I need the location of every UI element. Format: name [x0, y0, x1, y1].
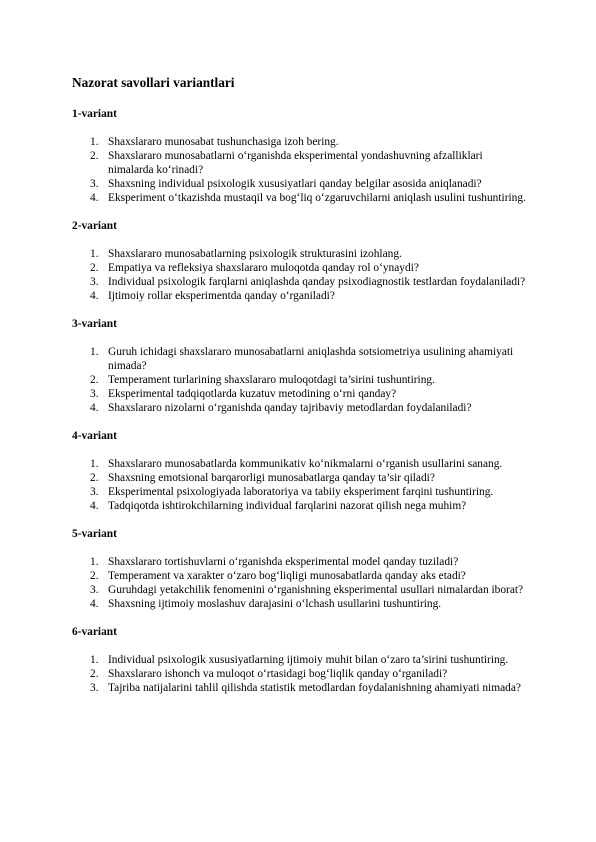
question-text: Shaxsning emotsional barqarorligi munosabatlarga qanday ta’sir qiladi? [108, 472, 435, 484]
variant-heading: 1-variant [72, 108, 117, 120]
question-text: Shaxsning ijtimoiy moslashuv darajasini o‘lchash usullarini tushuntiring. [108, 598, 442, 610]
question-text: Shaxslararo munosabatlarning psixologik strukturasini izohlang. [108, 248, 402, 260]
variant-2 [72, 219, 526, 303]
question-list [72, 247, 526, 303]
list-item: 4. Tadqiqotda ishtirokchilarning individual farqlarini nazorat qilish nega muhim? [90, 500, 467, 512]
question-text: Tajriba natijalarini tahlil qilishda statistik metodlardan foydalanishning ahamiyati nimada? [108, 682, 521, 694]
question-text: Shaxslararo ishonch va muloqot o‘rtasidagi bog‘liqlik qanday o‘rganiladi? [108, 668, 448, 680]
question-text: Shaxsning individual psixologik xususiyatlari qanday belgilar asosida aniqlanadi? [108, 178, 482, 190]
question-text: Temperament va xarakter o‘zaro bog‘liqligi munosabatlarda qanday aks etadi? [108, 570, 466, 582]
list-item: 3. Individual psixologik farqlarni aniqlashda qanday psixodiagnostik testlardan foydalaniladi? [90, 276, 526, 288]
variant-heading: 2-variant [72, 220, 117, 232]
variant-6 [72, 625, 526, 695]
question-text: Eksperimental tadqiqotlarda kuzatuv metodining o‘rni qanday? [108, 388, 397, 400]
question-text: Eksperimental psixologiyada laboratoriya va tabiiy eksperiment farqini tushuntiring. [108, 486, 494, 498]
list-item: 4. Shaxslararo nizolarni o‘rganishda qanday tajribaviy metodlardan foydalaniladi? [90, 402, 472, 414]
list-item: 2. Shaxslararo ishonch va muloqot o‘rtasidagi bog‘liqlik qanday o‘rganiladi? [90, 668, 448, 680]
question-list [72, 457, 526, 513]
list-item: 1. Guruh ichidagi shaxslararo munosabatlarni aniqlashda sotsiometriya usulining ahamiyati nimada? [90, 346, 514, 372]
variant-4 [72, 429, 526, 513]
variant-heading: 3-variant [72, 318, 117, 330]
question-list [72, 653, 526, 695]
list-item: 1. Shaxslararo tortishuvlarni o‘rganishda eksperimental model qanday tuziladi? [90, 556, 459, 568]
question-text: Shaxslararo munosabat tushunchasiga izoh bering. [108, 136, 339, 148]
question-text: Guruh ichidagi shaxslararo munosabatlarni aniqlashda sotsiometriya usulining ahamiyati nimada? [108, 346, 514, 372]
question-text: Individual psixologik farqlarni aniqlashda qanday psixodiagnostik testlardan foydalaniladi? [108, 276, 526, 288]
list-item: 2. Empatiya va refleksiya shaxslararo muloqotda qanday rol o‘ynaydi? [90, 262, 419, 274]
question-text: Shaxslararo munosabatlarni o‘rganishda eksperimental yondashuvning afzalliklari nimalarda ko‘rinadi? [108, 150, 483, 176]
variant-1 [72, 107, 526, 205]
list-item: 3. Guruhdagi yetakchilik fenomenini o‘rganishning eksperimental usullari nimalardan iborat? [90, 584, 524, 596]
list-item: 3. Eksperimental psixologiyada laboratoriya va tabiiy eksperiment farqini tushuntiring. [90, 486, 494, 498]
list-item: 3. Shaxsning individual psixologik xususiyatlari qanday belgilar asosida aniqlanadi? [90, 178, 482, 190]
list-item: 4. Ijtimoiy rollar eksperimentda qanday o‘rganiladi? [90, 290, 335, 302]
question-text: Shaxslararo tortishuvlarni o‘rganishda eksperimental model qanday tuziladi? [108, 556, 459, 568]
question-text: Guruhdagi yetakchilik fenomenini o‘rganishning eksperimental usullari nimalardan iborat? [108, 584, 524, 596]
question-text: Eksperiment o‘tkazishda mustaqil va bog‘liq o‘zgaruvchilarni aniqlash usulini tushuntiring. [108, 192, 526, 204]
question-text: Temperament turlarining shaxslararo muloqotdagi ta’sirini tushuntiring. [108, 374, 435, 386]
variant-heading: 4-variant [72, 430, 117, 442]
list-item: 4. Eksperiment o‘tkazishda mustaqil va bog‘liq o‘zgaruvchilarni aniqlash usulini tushuntiring. [90, 192, 526, 204]
list-item: 2. Temperament va xarakter o‘zaro bog‘liqligi munosabatlarda qanday aks etadi? [90, 570, 466, 582]
list-item: 2. Shaxsning emotsional barqarorligi munosabatlarga qanday ta’sir qiladi? [90, 472, 435, 484]
variant-3 [72, 317, 526, 415]
list-item: 1. Individual psixologik xususiyatlarning ijtimoiy muhit bilan o‘zaro ta’sirini tushuntiring. [90, 654, 509, 666]
list-item: 1. Shaxslararo munosabatlarda kommunikativ ko‘nikmalarni o‘rganish usullarini sanang. [90, 458, 503, 470]
question-list [72, 135, 526, 205]
list-item: 4. Shaxsning ijtimoiy moslashuv darajasini o‘lchash usullarini tushuntiring. [90, 598, 442, 610]
question-text: Empatiya va refleksiya shaxslararo muloqotda qanday rol o‘ynaydi? [108, 262, 419, 274]
list-item: 3. Tajriba natijalarini tahlil qilishda statistik metodlardan foydalanishning ahamiyati nimada? [90, 682, 521, 694]
question-list [72, 555, 526, 611]
question-text: Shaxslararo nizolarni o‘rganishda qanday tajribaviy metodlardan foydalaniladi? [108, 402, 472, 414]
list-item: 3. Eksperimental tadqiqotlarda kuzatuv metodining o‘rni qanday? [90, 388, 397, 400]
list-item: 1. Shaxslararo munosabat tushunchasiga izoh bering. [90, 136, 339, 148]
variant-heading: 5-variant [72, 528, 117, 540]
question-text: Shaxslararo munosabatlarda kommunikativ ko‘nikmalarni o‘rganish usullarini sanang. [108, 458, 503, 470]
page-title: Nazorat savollari variantlari [72, 75, 235, 90]
question-text: Ijtimoiy rollar eksperimentda qanday o‘rganiladi? [108, 290, 335, 302]
list-item: 2. Temperament turlarining shaxslararo muloqotdagi ta’sirini tushuntiring. [90, 374, 435, 386]
question-text: Tadqiqotda ishtirokchilarning individual farqlarini nazorat qilish nega muhim? [108, 500, 467, 512]
list-item: 2. Shaxslararo munosabatlarni o‘rganishda eksperimental yondashuvning afzalliklari nimalarda ko‘rinadi? [90, 150, 483, 176]
variant-5 [72, 527, 526, 611]
question-list [72, 345, 526, 415]
variant-heading: 6-variant [72, 626, 117, 638]
list-item: 1. Shaxslararo munosabatlarning psixologik strukturasini izohlang. [90, 248, 402, 260]
question-text: Individual psixologik xususiyatlarning ijtimoiy muhit bilan o‘zaro ta’sirini tushuntiring. [108, 654, 509, 666]
